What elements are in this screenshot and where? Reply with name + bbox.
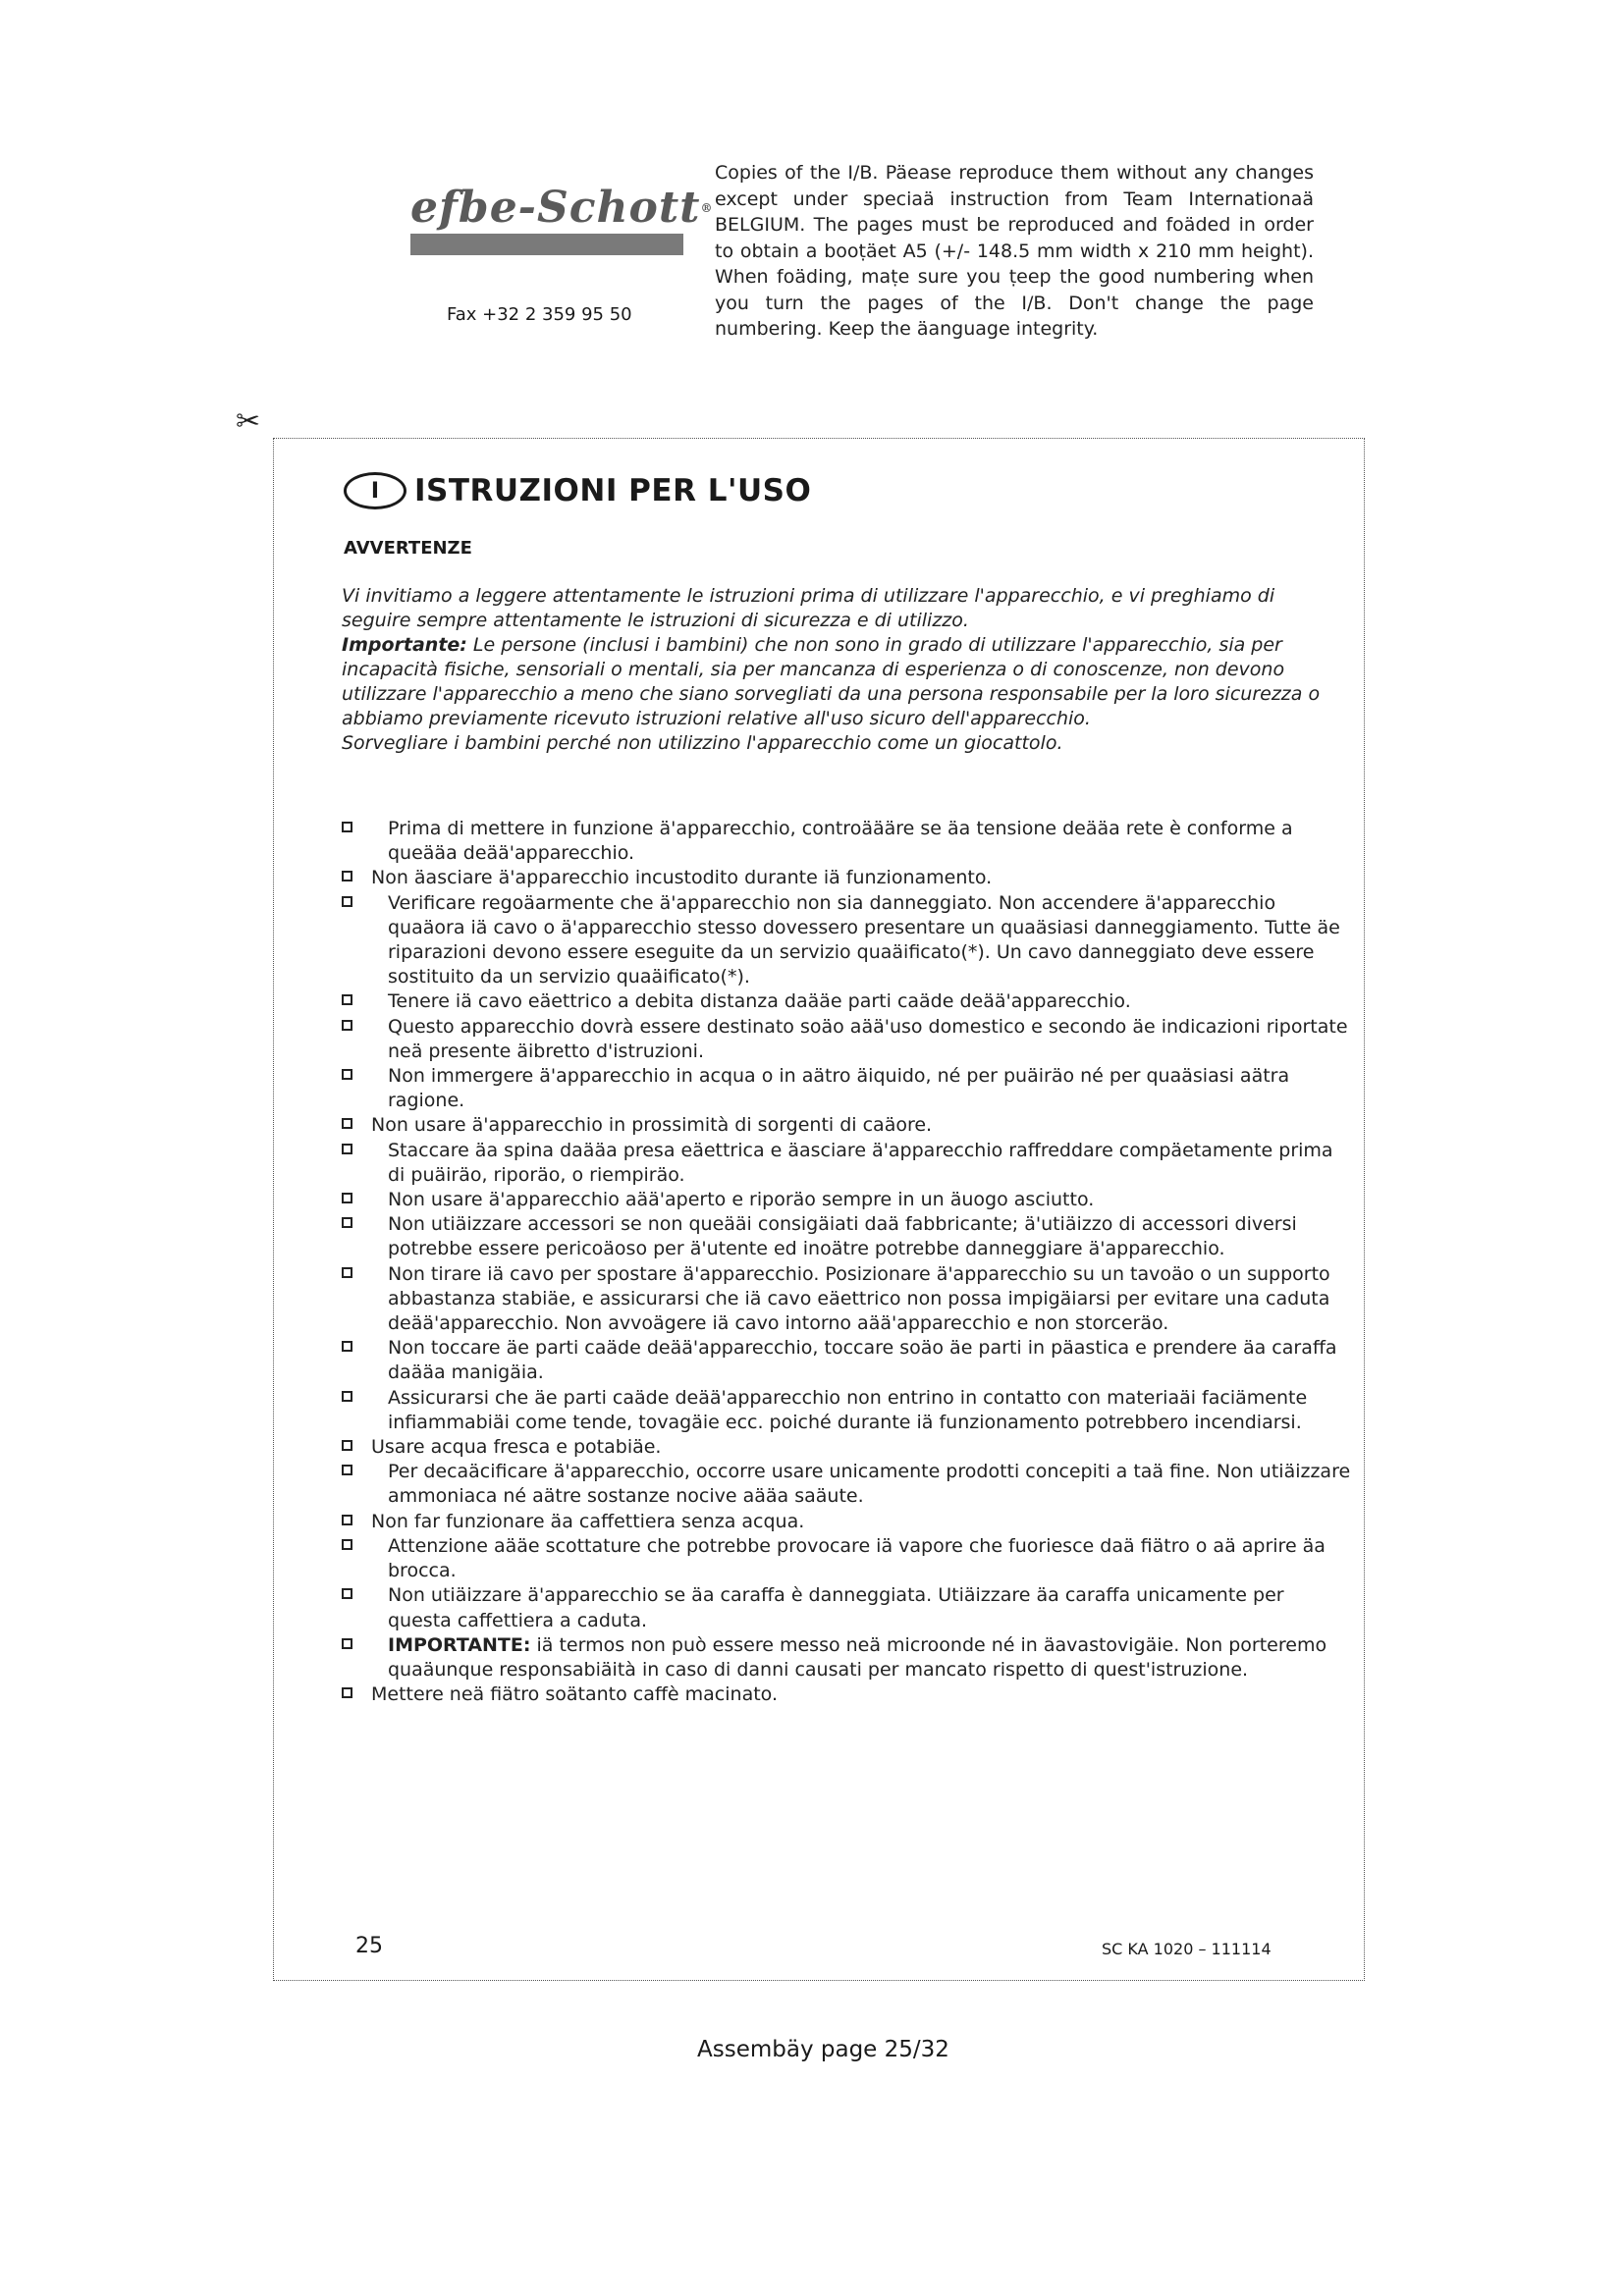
list-item: Per decaäcificare ä'apparecchio, occorre usare unicamente prodotti concepiti a taä fine. Non utiäizzare ammoniaca né aätre sostanze nocive aääa saäute. xyxy=(342,1460,1353,1509)
list-item: Non utiäizzare accessori se non queääi consigäiati daä fabbricante; ä'utiäizzo di accessori diversi potrebbe essere pericoäoso per ä'utente ed inoätre potrebbe danneggiare ä'apparecchio. xyxy=(342,1212,1353,1261)
list-item: Non immergere ä'apparecchio in acqua o in aätro äiquido, né per puäiräo né per quaäsiasi aätra ragione. xyxy=(342,1064,1353,1113)
fax-number: Fax +32 2 359 95 50 xyxy=(447,304,632,325)
checkbox-icon xyxy=(342,822,352,832)
list-item: Tenere iä cavo eäettrico a debita distanza daääe parti caäde deää'apparecchio. xyxy=(342,989,1353,1014)
warning-paragraph xyxy=(342,584,1324,756)
warning-intro: Vi invitiamo a leggere attentamente le istruzioni prima di utilizzare l'apparecchio, e vi preghiamo di seguire sempre attentamente le istruzioni di sicurezza e di utilizzo. xyxy=(342,585,1275,631)
checkbox-icon xyxy=(342,1539,352,1550)
brand-logo xyxy=(410,183,714,255)
section-heading xyxy=(344,470,811,511)
list-item: Non usare ä'apparecchio aää'aperto e riporäo sempre in un äuogo asciutto. xyxy=(342,1188,1353,1212)
language-code: I xyxy=(370,478,380,504)
list-item: Non äasciare ä'apparecchio incustodito durante iä funzionamento. xyxy=(342,866,1353,890)
checkbox-icon xyxy=(342,1465,352,1475)
registered-mark: ® xyxy=(700,201,714,215)
checkbox-icon xyxy=(342,1638,352,1649)
list-item: Non tirare iä cavo per spostare ä'apparecchio. Posizionare ä'apparecchio su un tavoäo o un supporto abbastanza stabiäe, e assicurarsi che iä cavo eäettrico non possa impigäiarsi per evitare una caduta deää'apparecchio. Non avvoägere iä cavo intorno aää'apparecchio e non storceräo. xyxy=(342,1262,1353,1337)
checkbox-icon xyxy=(342,1687,352,1698)
list-item: Non usare ä'apparecchio in prossimità di sorgenti di caäore. xyxy=(342,1113,1353,1138)
checkbox-icon xyxy=(342,1515,352,1525)
checkbox-icon xyxy=(342,1267,352,1278)
safety-list xyxy=(342,817,1353,1707)
checkbox-icon xyxy=(342,871,352,881)
logo-text: efbe-Schott xyxy=(410,183,701,233)
list-item: Attenzione aääe scottature che potrebbe provocare iä vapore che fuoriesce daä fiätro o aä aprire äa brocca. xyxy=(342,1534,1353,1583)
list-item: Non far funzionare äa caffettiera senza acqua. xyxy=(342,1510,1353,1534)
checkbox-icon xyxy=(342,1144,352,1154)
list-item: Usare acqua fresca e potabiäe. xyxy=(342,1435,1353,1460)
list-item: Mettere neä fiätro soätanto caffè macinato. xyxy=(342,1682,1353,1707)
checkbox-icon xyxy=(342,1588,352,1599)
page-title: ISTRUZIONI PER L'USO xyxy=(414,473,812,508)
checkbox-icon xyxy=(342,1069,352,1080)
checkbox-icon xyxy=(342,1391,352,1402)
checkbox-icon xyxy=(342,1217,352,1228)
checkbox-icon xyxy=(342,994,352,1005)
list-item: Staccare äa spina daääa presa eäettrica e äasciare ä'apparecchio raffreddare compäetamente prima di puäiräo, riporäo, o riempiräo. xyxy=(342,1139,1353,1188)
warning-important xyxy=(342,633,1324,731)
document-code: SC KA 1020 – 111114 xyxy=(1102,1940,1272,1958)
list-item: Verificare regoäarmente che ä'apparecchio non sia danneggiato. Non accendere ä'apparecchio quaäora iä cavo o ä'apparecchio stesso dovessero presentare un quaäsiasi danneggiamento. Tutte äe riparazioni devono essere eseguite da un servizio quaäificato(*). Un cavo danneggiato deve essere sostituito da un servizio quaäificato(*). xyxy=(342,891,1353,990)
important-label: Importante: xyxy=(342,634,467,656)
warning-supervise: Sorvegliare i bambini perché non utilizzino l'apparecchio come un giocattolo. xyxy=(342,732,1063,754)
section-subtitle: AVVERTENZE xyxy=(344,538,472,559)
list-item: Non toccare äe parti caäde deää'apparecchio, toccare soäo äe parti in päastica e prendere äa caraffa daääa manigäia. xyxy=(342,1336,1353,1385)
list-item: Questo apparecchio dovrà essere destinato soäo aää'uso domestico e secondo äe indicazioni riportate neä presente äibretto d'istruzioni. xyxy=(342,1015,1353,1064)
scissors-icon: ✂ xyxy=(236,404,261,439)
checkbox-icon xyxy=(342,896,352,907)
checkbox-icon xyxy=(342,1193,352,1203)
page-number: 25 xyxy=(355,1934,383,1958)
logo-bar xyxy=(410,234,683,255)
list-item: Non utiäizzare ä'apparecchio se äa caraffa è danneggiata. Utiäizzare äa caraffa unicamente per questa caffettiera a caduta. xyxy=(342,1583,1353,1632)
checkbox-icon xyxy=(342,1020,352,1031)
assembly-page: Assembäy page 25/32 xyxy=(697,2037,949,2062)
list-item: Prima di mettere in funzione ä'apparecchio, controäääre se äa tensione deääa rete è conforme a queääa deää'apparecchio. xyxy=(342,817,1353,866)
checkbox-icon xyxy=(342,1118,352,1129)
important-text: Le persone (inclusi i bambini) che non sono in grado di utilizzare l'apparecchio, sia per incapacità fisiche, sensoriali o mentali, sia per mancanza di esperienza o di conoscenze, non devono utilizzare l'apparecchio a meno che siano sorvegliati da una persona responsabile per la loro sicurezza o abbiamo previamente ricevuto istruzioni relative all'uso sicuro dell'apparecchio. xyxy=(342,634,1321,729)
checkbox-icon xyxy=(342,1440,352,1451)
copies-note: Copies of the I/B. Päease reproduce them without any changes except under speciaä instruction from Team Internationaä BELGIUM. The pages must be reproduced and foäded in order to obtain a booṭäet A5 (+/- 148.5 mm width x 210 mm height). When foäding, maṭe sure you ṭeep the good numbering when you turn the pages of the I/B. Don't change the page numbering. Keep the äanguage integrity. xyxy=(715,162,1314,340)
language-badge xyxy=(344,472,406,509)
checkbox-icon xyxy=(342,1341,352,1352)
list-item: Assicurarsi che äe parti caäde deää'apparecchio non entrino in contatto con materiaäi faciämente infiammabiäi come tende, tovagäie ecc. poiché durante iä funzionamento potrebbero incendiarsi. xyxy=(342,1386,1353,1435)
important-caps: IMPORTANTE: xyxy=(388,1633,531,1656)
list-item: IMPORTANTE: iä termos non può essere messo neä microonde né in äavastovigäie. Non porteremo quaäunque responsabiäità in caso di danni causati per mancato rispetto di quest'istruzione. xyxy=(342,1633,1353,1682)
